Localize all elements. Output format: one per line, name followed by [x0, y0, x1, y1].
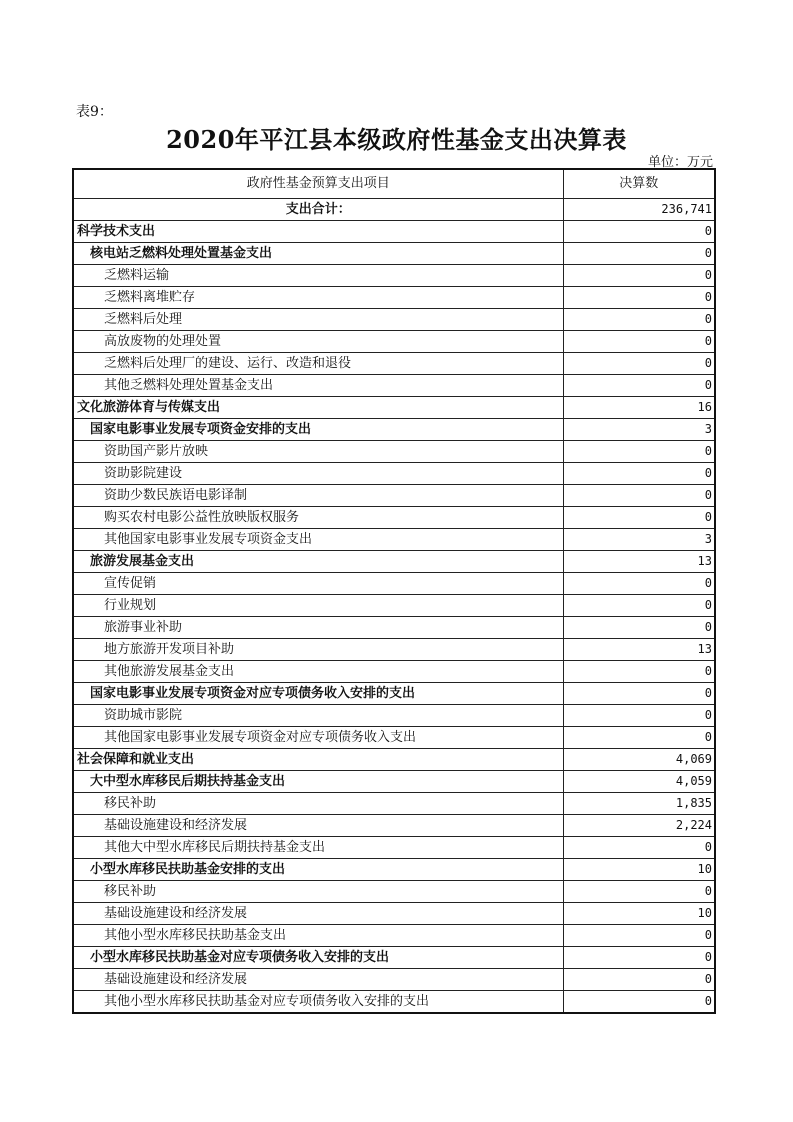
- table-row: [73, 683, 715, 705]
- table-row: [73, 441, 715, 463]
- table-row: [73, 397, 715, 419]
- table-row: [73, 573, 715, 595]
- row-item-name: 购买农村电影公益性放映版权服务: [73, 507, 563, 529]
- unit-label: 单位：万元: [647, 155, 713, 170]
- expenditure-table: [72, 168, 716, 1014]
- row-item-value: 4,059: [563, 771, 715, 793]
- row-item-value: 0: [563, 595, 715, 617]
- row-item-value: 3: [563, 529, 715, 551]
- row-item-value: 0: [563, 947, 715, 969]
- row-item-value: 0: [563, 661, 715, 683]
- table-row: [73, 375, 715, 397]
- header-amount: 决算数: [563, 169, 715, 199]
- row-item-name: 大中型水库移民后期扶持基金支出: [73, 771, 563, 793]
- row-item-value: 13: [563, 551, 715, 573]
- page-title: 2020年平江县本级政府性基金支出决算表: [166, 125, 627, 154]
- row-item-value: 0: [563, 265, 715, 287]
- row-item-name: 基础设施建设和经济发展: [73, 815, 563, 837]
- table-row: [73, 881, 715, 903]
- row-item-name: 其他国家电影事业发展专项资金对应专项债务收入支出: [73, 727, 563, 749]
- table-row: [73, 507, 715, 529]
- table-row: [73, 331, 715, 353]
- row-item-value: 10: [563, 859, 715, 881]
- table-row: [73, 309, 715, 331]
- row-item-name: 其他旅游发展基金支出: [73, 661, 563, 683]
- row-item-value: 0: [563, 221, 715, 243]
- row-item-value: 0: [563, 441, 715, 463]
- table-row: [73, 595, 715, 617]
- header-row: [73, 169, 715, 199]
- table-row: [73, 353, 715, 375]
- row-item-value: 13: [563, 639, 715, 661]
- row-item-value: 0: [563, 925, 715, 947]
- table-row: [73, 419, 715, 441]
- row-item-name: 小型水库移民扶助基金对应专项债务收入安排的支出: [73, 947, 563, 969]
- row-item-name: 移民补助: [73, 881, 563, 903]
- row-item-name: 国家电影事业发展专项资金对应专项债务收入安排的支出: [73, 683, 563, 705]
- table-row: [73, 529, 715, 551]
- row-item-value: 0: [563, 881, 715, 903]
- row-item-value: 0: [563, 991, 715, 1014]
- table-row: [73, 969, 715, 991]
- row-item-name: 小型水库移民扶助基金安排的支出: [73, 859, 563, 881]
- table-row: [73, 463, 715, 485]
- table-row: [73, 705, 715, 727]
- row-item-value: 0: [563, 727, 715, 749]
- row-item-value: 0: [563, 617, 715, 639]
- row-item-name: 资助影院建设: [73, 463, 563, 485]
- row-item-name: 乏燃料后处理: [73, 309, 563, 331]
- row-item-value: 0: [563, 969, 715, 991]
- row-item-value: 0: [563, 309, 715, 331]
- table-row: [73, 551, 715, 573]
- row-item-value: 16: [563, 397, 715, 419]
- row-item-name: 乏燃料运输: [73, 265, 563, 287]
- row-item-value: 0: [563, 485, 715, 507]
- table-row: [73, 617, 715, 639]
- row-item-name: 文化旅游体育与传媒支出: [73, 397, 563, 419]
- row-item-name: 高放废物的处理处置: [73, 331, 563, 353]
- row-item-name: 社会保障和就业支出: [73, 749, 563, 771]
- row-item-name: 乏燃料离堆贮存: [73, 287, 563, 309]
- header-item: 政府性基金预算支出项目: [73, 169, 563, 199]
- row-item-name: 基础设施建设和经济发展: [73, 969, 563, 991]
- total-label: 支出合计：: [73, 199, 563, 221]
- row-item-value: 1,835: [563, 793, 715, 815]
- row-item-value: 0: [563, 573, 715, 595]
- table-row: [73, 991, 715, 1014]
- row-item-name: 科学技术支出: [73, 221, 563, 243]
- table-row: [73, 815, 715, 837]
- table-row: [73, 243, 715, 265]
- row-item-name: 资助国产影片放映: [73, 441, 563, 463]
- row-item-value: 0: [563, 705, 715, 727]
- row-item-value: 0: [563, 683, 715, 705]
- row-item-name: 核电站乏燃料处理处置基金支出: [73, 243, 563, 265]
- table-row: [73, 221, 715, 243]
- table-row: [73, 837, 715, 859]
- row-item-name: 宣传促销: [73, 573, 563, 595]
- total-value: 236,741: [563, 199, 715, 221]
- row-item-name: 旅游发展基金支出: [73, 551, 563, 573]
- row-item-name: 资助少数民族语电影译制: [73, 485, 563, 507]
- table-number: 表9：: [76, 104, 113, 120]
- row-item-name: 其他大中型水库移民后期扶持基金支出: [73, 837, 563, 859]
- row-item-name: 基础设施建设和经济发展: [73, 903, 563, 925]
- row-item-value: 4,069: [563, 749, 715, 771]
- table-row: [73, 859, 715, 881]
- row-item-name: 其他乏燃料处理处置基金支出: [73, 375, 563, 397]
- row-item-name: 其他小型水库移民扶助基金支出: [73, 925, 563, 947]
- row-item-value: 10: [563, 903, 715, 925]
- table-row: [73, 793, 715, 815]
- row-item-value: 0: [563, 243, 715, 265]
- row-item-value: 3: [563, 419, 715, 441]
- row-item-value: 0: [563, 287, 715, 309]
- table-row: [73, 903, 715, 925]
- total-row: [73, 199, 715, 221]
- row-item-value: 0: [563, 331, 715, 353]
- table-row: [73, 771, 715, 793]
- table-row: [73, 287, 715, 309]
- row-item-name: 地方旅游开发项目补助: [73, 639, 563, 661]
- row-item-value: 0: [563, 375, 715, 397]
- table-row: [73, 639, 715, 661]
- table-row: [73, 925, 715, 947]
- row-item-name: 其他小型水库移民扶助基金对应专项债务收入安排的支出: [73, 991, 563, 1014]
- table-row: [73, 727, 715, 749]
- table-row: [73, 749, 715, 771]
- table-row: [73, 485, 715, 507]
- row-item-name: 行业规划: [73, 595, 563, 617]
- table-row: [73, 661, 715, 683]
- row-item-value: 0: [563, 463, 715, 485]
- row-item-name: 旅游事业补助: [73, 617, 563, 639]
- row-item-name: 其他国家电影事业发展专项资金支出: [73, 529, 563, 551]
- row-item-value: 0: [563, 507, 715, 529]
- table-row: [73, 947, 715, 969]
- row-item-name: 乏燃料后处理厂的建设、运行、改造和退役: [73, 353, 563, 375]
- row-item-name: 移民补助: [73, 793, 563, 815]
- row-item-value: 0: [563, 353, 715, 375]
- row-item-value: 2,224: [563, 815, 715, 837]
- row-item-value: 0: [563, 837, 715, 859]
- row-item-name: 资助城市影院: [73, 705, 563, 727]
- table-row: [73, 265, 715, 287]
- row-item-name: 国家电影事业发展专项资金安排的支出: [73, 419, 563, 441]
